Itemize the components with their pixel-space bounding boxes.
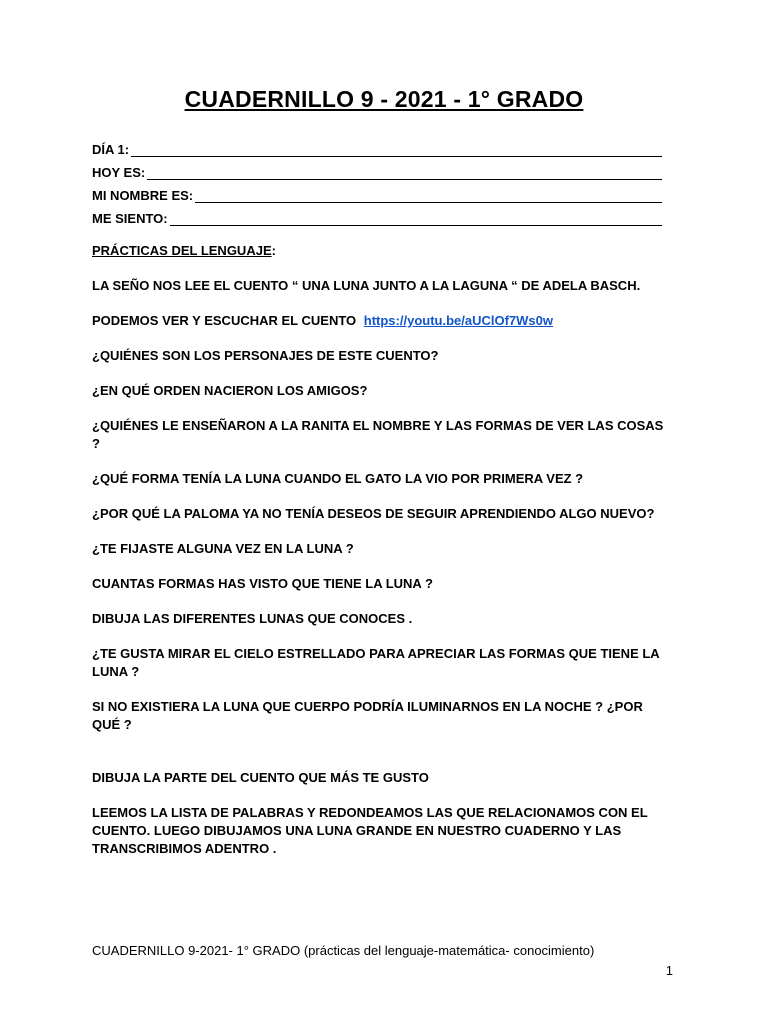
question-item: DIBUJA LAS DIFERENTES LUNAS QUE CONOCES .	[92, 611, 413, 626]
question-item: ¿QUÉ FORMA TENÍA LA LUNA CUANDO EL GATO LA VIO POR PRIMERA VEZ ?	[92, 471, 584, 486]
question-item: ¿QUIÉNES SON LOS PERSONAJES DE ESTE CUENTO?	[92, 348, 439, 363]
intro-paragraph: LA SEÑO NOS LEE EL CUENTO “ UNA LUNA JUNTO A LA LAGUNA “ DE ADELA BASCH.	[92, 278, 641, 293]
field-label: MI NOMBRE ES:	[92, 188, 194, 203]
blank-line	[170, 213, 662, 226]
video-paragraph	[92, 312, 672, 330]
field-dia	[92, 134, 662, 157]
question-item: ¿QUIÉNES LE ENSEÑARON A LA RANITA EL NOMBRE Y LAS FORMAS DE VER LAS COSAS ?	[92, 418, 664, 451]
video-text: PODEMOS VER Y ESCUCHAR EL CUENTO	[92, 313, 360, 328]
question-item: ¿TE GUSTA MIRAR EL CIELO ESTRELLADO PARA APRECIAR LAS FORMAS QUE TIENE LA LUNA ?	[92, 646, 660, 679]
field-me-siento	[92, 203, 662, 226]
page-number: 1	[665, 963, 673, 978]
question-item: CUANTAS FORMAS HAS VISTO QUE TIENE LA LUNA ?	[92, 576, 433, 591]
video-link[interactable]: https://youtu.be/aUClOf7Ws0w	[363, 313, 553, 328]
field-hoy-es	[92, 157, 662, 180]
section-heading: PRÁCTICAS DEL LENGUAJE:	[92, 243, 276, 258]
page-footer: CUADERNILLO 9-2021- 1° GRADO (prácticas del lenguaje-matemática- conocimiento)	[92, 943, 595, 958]
section-title: PRÁCTICAS DEL LENGUAJE	[92, 243, 272, 258]
final-instruction: LEEMOS LA LISTA DE PALABRAS Y REDONDEAMOS LAS QUE RELACIONAMOS CON EL CUENTO. LUEGO DIBUJAMOS UNA LUNA GRANDE EN NUESTRO CUADERNO Y LAS TRANSCRIBIMOS ADENTRO .	[92, 805, 648, 856]
document-body	[92, 242, 672, 858]
field-label: DÍA 1:	[92, 142, 130, 157]
draw-instruction: DIBUJA LA PARTE DEL CUENTO QUE MÁS TE GUSTO	[92, 770, 429, 785]
blank-line	[195, 190, 662, 203]
blank-line	[131, 144, 662, 157]
document-title: CUADERNILLO 9 - 2021 - 1° GRADO	[184, 86, 584, 112]
blank-line	[147, 167, 662, 180]
header-fields	[92, 134, 662, 226]
question-item: ¿POR QUÉ LA PALOMA YA NO TENÍA DESEOS DE SEGUIR APRENDIENDO ALGO NUEVO?	[92, 506, 655, 521]
question-item: ¿EN QUÉ ORDEN NACIERON LOS AMIGOS?	[92, 383, 368, 398]
question-item: ¿TE FIJASTE ALGUNA VEZ EN LA LUNA ?	[92, 541, 354, 556]
field-label: ME SIENTO:	[92, 211, 168, 226]
field-label: HOY ES:	[92, 165, 146, 180]
question-item: SI NO EXISTIERA LA LUNA QUE CUERPO PODRÍA ILUMINARNOS EN LA NOCHE ? ¿POR QUÉ ?	[92, 699, 643, 732]
field-mi-nombre	[92, 180, 662, 203]
